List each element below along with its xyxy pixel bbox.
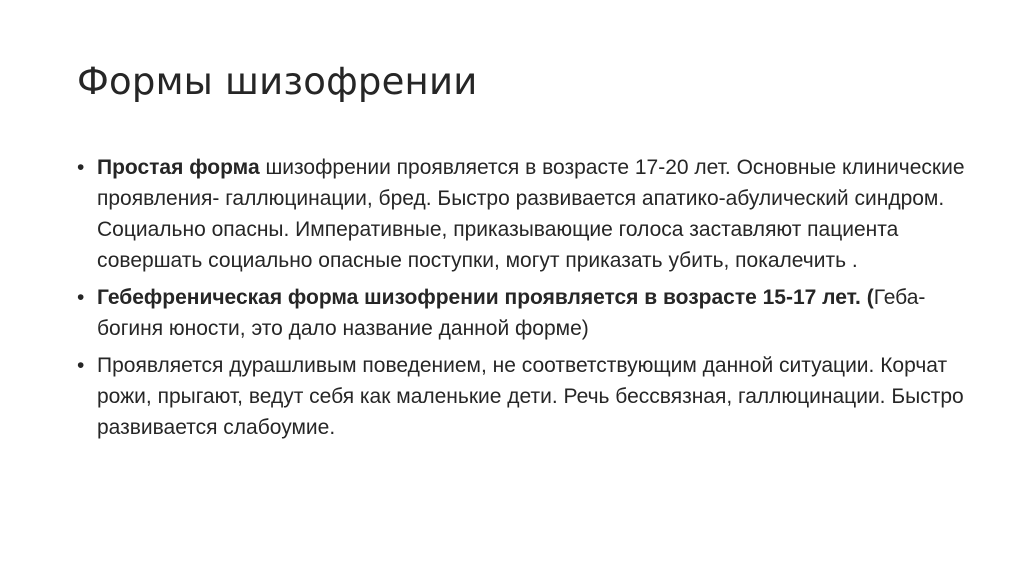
- bullet-text: Геба-богиня юности, это дало название данной форме): [97, 286, 926, 340]
- bullet-text: шизофрении проявляется в возрасте 17-20 лет. Основные клинические проявления- галлюцинации, бред. Быстро развивается апатико-абулический синдром. Социально опасны. Императивные, приказывающие голоса заставляют пациента совершать социально опасные поступки, могут приказать убить, покалечить .: [97, 156, 965, 272]
- bullet-dot-icon: •: [77, 156, 85, 179]
- bullet-dot-icon: •: [77, 286, 85, 309]
- bullet-list: [77, 152, 977, 449]
- bullet-dot-icon: •: [77, 354, 85, 377]
- bullet-bold-text: Гебефреническая форма шизофрении проявляется в возрасте 15-17 лет. (: [97, 286, 874, 309]
- bullet-item-hebephrenic-form: [77, 282, 977, 344]
- bullet-text: Проявляется дурашливым поведением, не соответствующим данной ситуации. Корчат рожи, прыгают, ведут себя как маленькие дети. Речь бессвязная, галлюцинации. Быстро развивается слабоумие.: [97, 354, 964, 439]
- bullet-item-simple-form: [77, 152, 977, 276]
- bullet-item-behavior: [77, 350, 977, 443]
- bullet-bold-text: Простая форма: [97, 156, 260, 179]
- slide-title: Формы шизофрении: [77, 60, 478, 103]
